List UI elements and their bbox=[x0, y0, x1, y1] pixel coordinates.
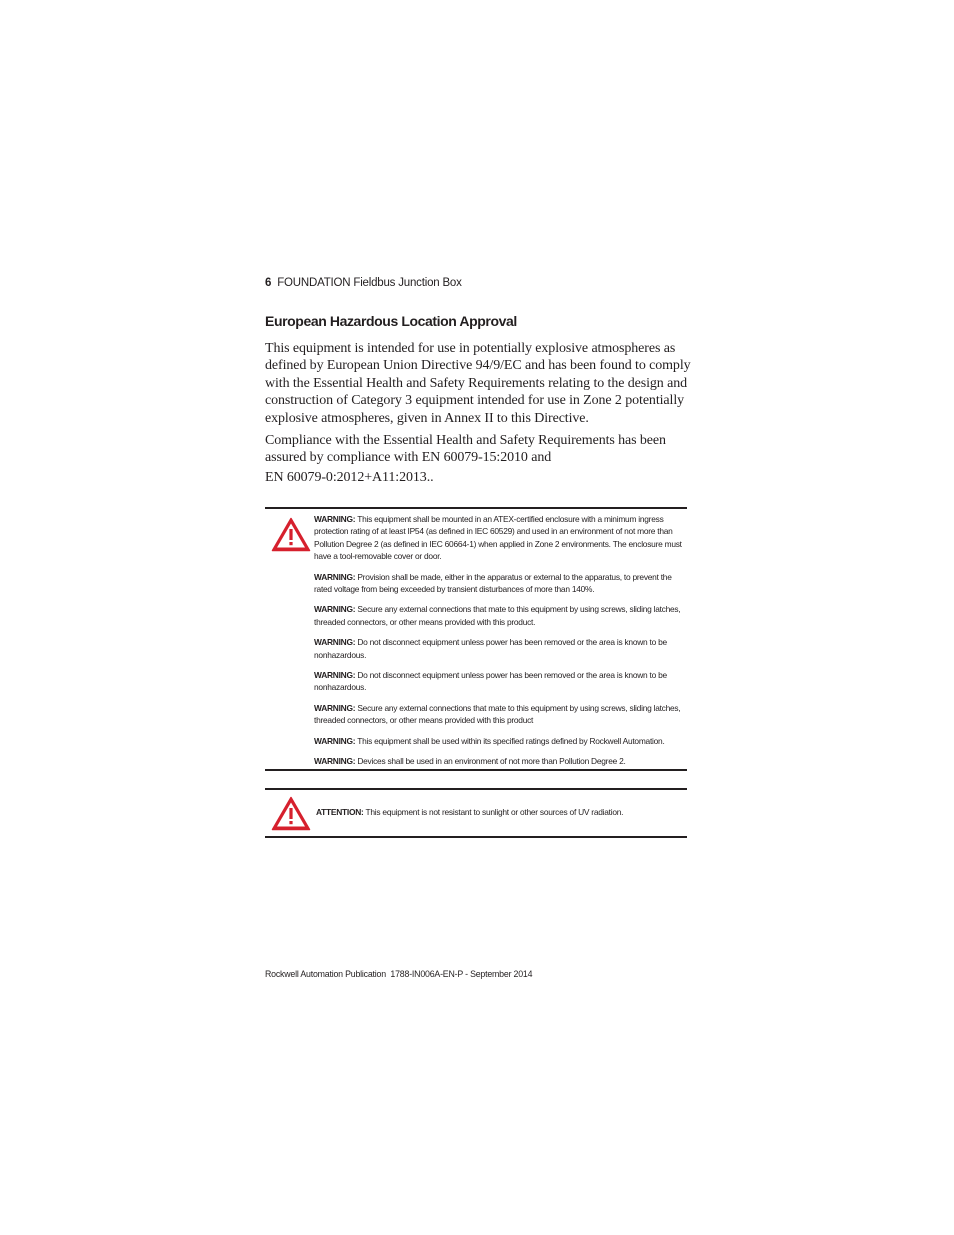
attention-box bbox=[265, 788, 687, 838]
document-title: FOUNDATION Fieldbus Junction Box bbox=[277, 277, 462, 289]
warning-label: WARNING: bbox=[314, 514, 356, 524]
warning-text: This equipment shall be mounted in an ATEX-certified enclosure with a minimum ingress protection rating of at least IP54 (as defined in IEC 60529) and used in an environment of not more than Pollution Degree 2 (as defined in IEC 60664-1) when applied in Zone 2 environments. The enclosure must have a tool-removable cover or door. bbox=[314, 514, 682, 562]
page-header bbox=[265, 277, 462, 289]
attention-label: ATTENTION: bbox=[316, 807, 364, 817]
warning-item bbox=[314, 669, 689, 694]
warning-text: Devices shall be used in an environment of not more than Pollution Degree 2. bbox=[357, 756, 626, 767]
warning-text: Secure any external connections that mate to this equipment by using screws, sliding latches, threaded connectors, or other means provided with this product. bbox=[314, 604, 681, 627]
body-paragraph-directive: This equipment is intended for use in potentially explosive atmospheres as defined by European Union Directive 94/9/EC and has been found to comply with the Essential Health and Safety Requirements relating to the design and construction of Category 3 equipment intended for use in Zone 2 potentially explosive atmospheres, given in Annex II to this Directive. bbox=[265, 341, 691, 426]
warning-text: Do not disconnect equipment unless power has been removed or the area is known to be nonhazardous. bbox=[314, 670, 667, 693]
warning-label: WARNING: bbox=[314, 702, 356, 713]
section-title: European Hazardous Location Approval bbox=[265, 313, 517, 329]
warning-label: WARNING: bbox=[314, 637, 356, 648]
warning-item bbox=[314, 571, 689, 596]
warning-label: WARNING: bbox=[314, 604, 356, 615]
warning-item bbox=[314, 513, 689, 563]
warning-text: Provision shall be made, either in the apparatus or external to the apparatus, to prevent the rated voltage from being exceeded by transient disturbances of more than 140%. bbox=[314, 571, 672, 595]
warning-item bbox=[314, 603, 689, 628]
warning-text: Secure any external connections that mate to this equipment by using screws, sliding latches, threaded connectors, or other means provided with this product bbox=[314, 702, 681, 726]
warning-list bbox=[314, 513, 689, 776]
warning-item bbox=[314, 636, 689, 661]
warning-item bbox=[314, 702, 689, 727]
warning-label: WARNING: bbox=[314, 670, 356, 681]
attention-text: This equipment is not resistant to sunlight or other sources of UV radiation. bbox=[365, 807, 624, 817]
warning-label: WARNING: bbox=[314, 571, 356, 582]
attention-triangle-icon bbox=[271, 796, 311, 831]
warning-label: WARNING: bbox=[314, 756, 356, 767]
warning-item bbox=[314, 755, 689, 767]
warning-item bbox=[314, 735, 689, 747]
page-number: 6 bbox=[265, 277, 272, 289]
warning-text: Do not disconnect equipment unless power has been removed or the area is known to be nonhazardous. bbox=[314, 637, 667, 660]
page-footer: Rockwell Automation Publication 1788-IN006A-EN-P - September 2014 bbox=[265, 969, 533, 979]
warning-label: WARNING: bbox=[314, 735, 356, 746]
attention-item bbox=[316, 806, 686, 818]
warning-triangle-icon bbox=[271, 517, 311, 552]
warning-box bbox=[265, 507, 687, 771]
warning-text: This equipment shall be used within its specified ratings defined by Rockwell Automation. bbox=[357, 735, 665, 746]
body-paragraph-compliance: Compliance with the Essential Health and Safety Requirements has been assured by compliance with EN 60079-15:2010 and bbox=[265, 433, 666, 466]
body-paragraph-standard: EN 60079-0:2012+A11:2013.. bbox=[265, 470, 434, 485]
